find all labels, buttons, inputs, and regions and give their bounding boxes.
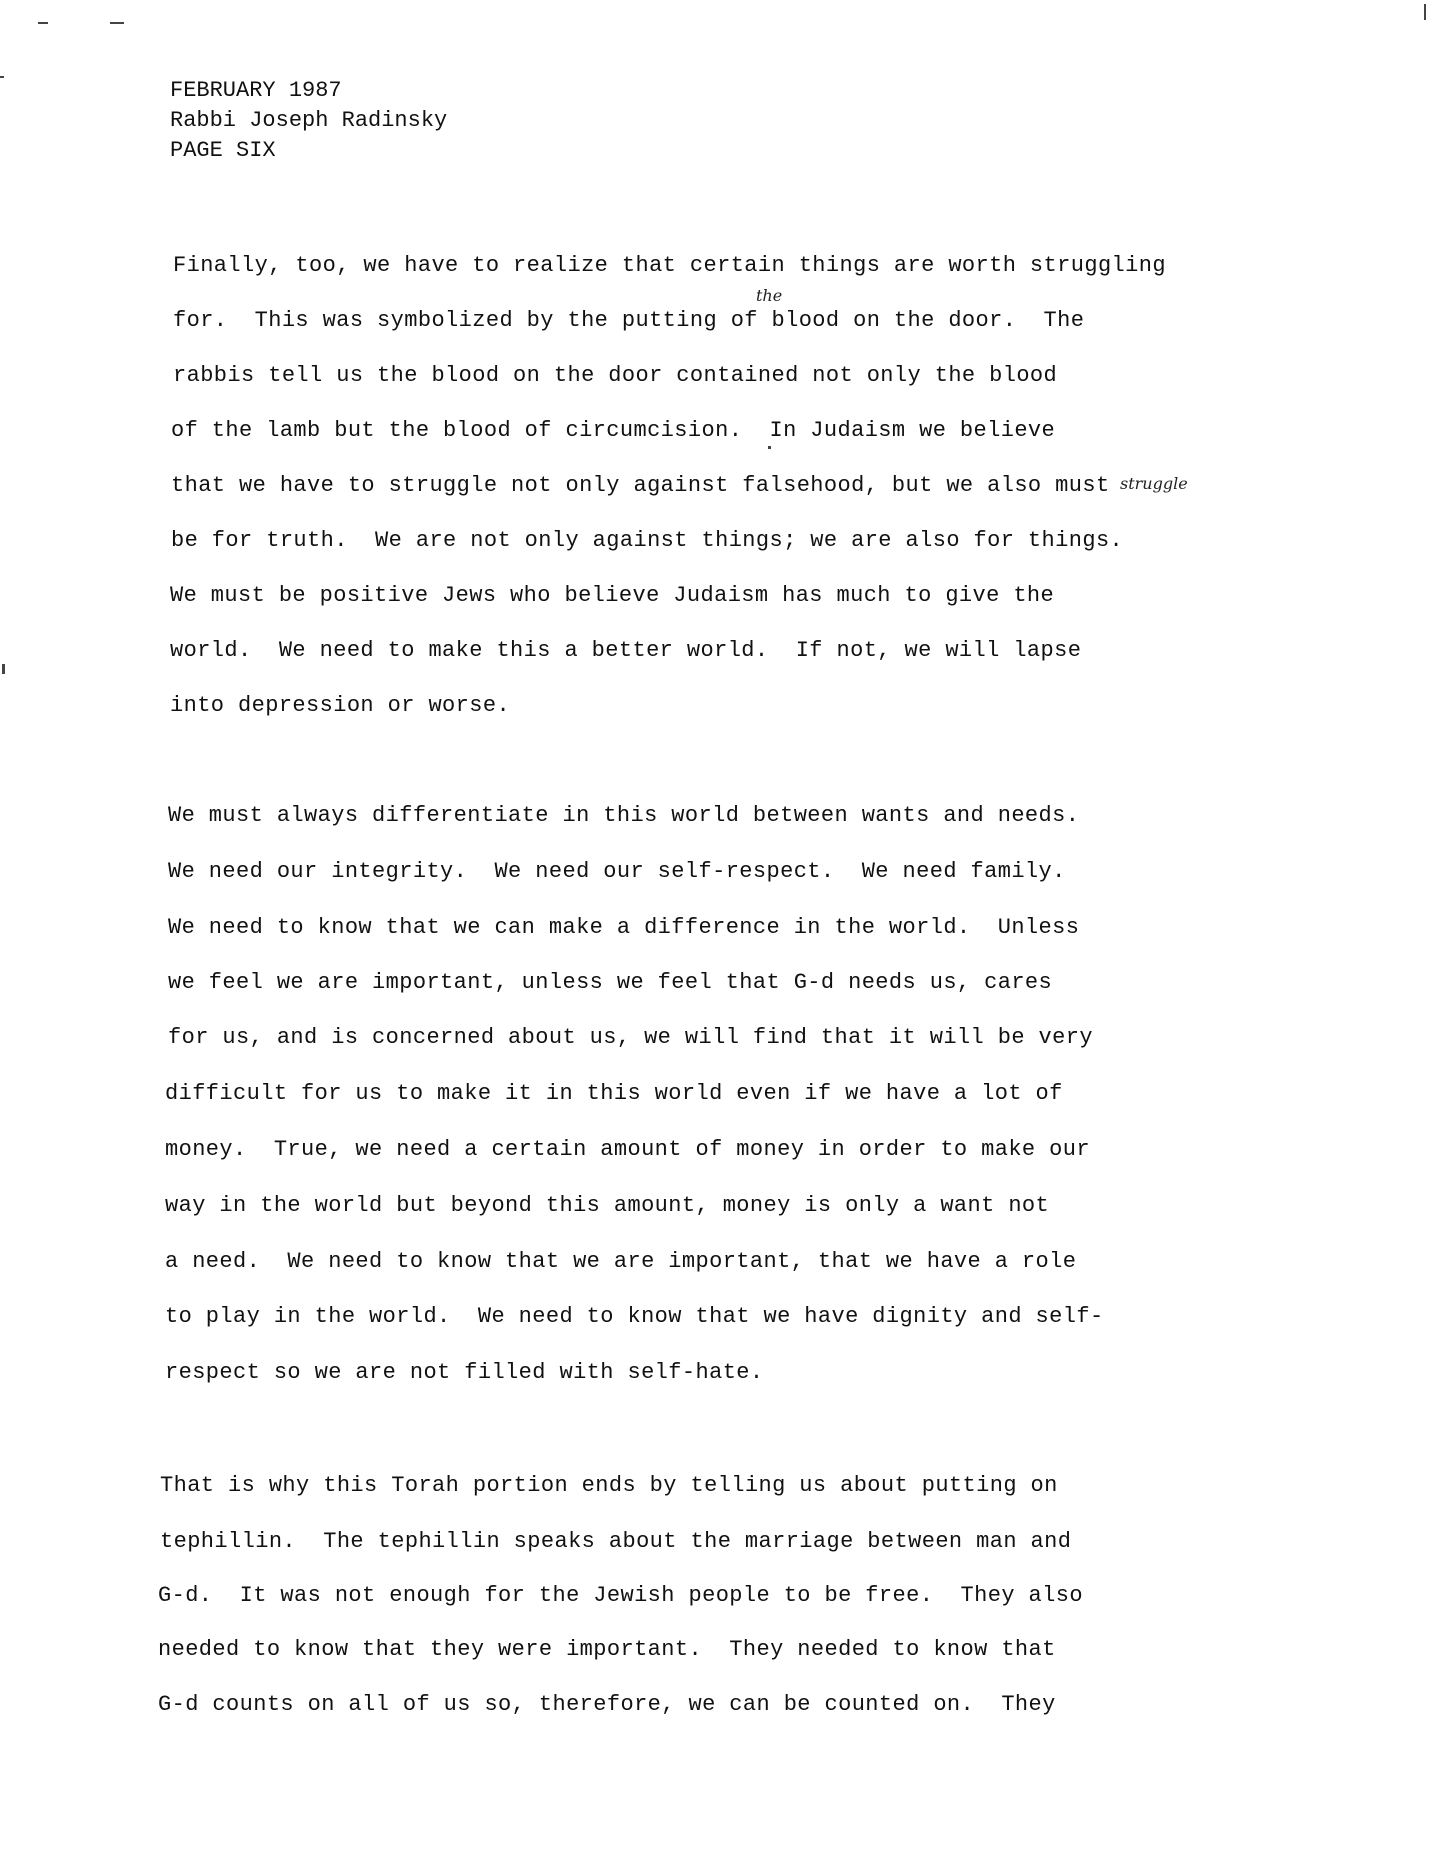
text-line: for. This was symbolized by the putting of blood on the door. The bbox=[173, 308, 1085, 333]
text-line: tephillin. The tephillin speaks about the marriage between man and bbox=[160, 1529, 1072, 1554]
text-line: Finally, too, we have to realize that certain things are worth struggling bbox=[173, 253, 1166, 278]
text-line: way in the world but beyond this amount, money is only a want not bbox=[165, 1193, 1050, 1218]
scan-mark bbox=[1424, 4, 1426, 20]
text-line: to play in the world. We need to know that we have dignity and self- bbox=[165, 1304, 1104, 1329]
scan-mark bbox=[2, 664, 5, 674]
text-line: We must be positive Jews who believe Judaism has much to give the bbox=[170, 583, 1055, 608]
text-line: That is why this Torah portion ends by telling us about putting on bbox=[160, 1473, 1058, 1498]
text-line: we feel we are important, unless we feel that G-d needs us, cares bbox=[168, 970, 1053, 995]
header-author: Rabbi Joseph Radinsky bbox=[170, 108, 448, 133]
text-line: for us, and is concerned about us, we will find that it will be very bbox=[168, 1025, 1093, 1050]
text-line: respect so we are not filled with self-hate. bbox=[165, 1360, 764, 1385]
text-line: that we have to struggle not only against falsehood, but we also must bbox=[171, 473, 1110, 498]
text-line: difficult for us to make it in this world even if we have a lot of bbox=[165, 1081, 1063, 1106]
text-line: money. True, we need a certain amount of money in order to make our bbox=[165, 1137, 1090, 1162]
text-line: needed to know that they were important. They needed to know that bbox=[158, 1637, 1056, 1662]
header-date: FEBRUARY 1987 bbox=[170, 78, 342, 103]
text-line: G-d. It was not enough for the Jewish people to be free. They also bbox=[158, 1583, 1083, 1608]
scan-mark bbox=[38, 22, 48, 24]
handwritten-insert-the: the bbox=[756, 286, 783, 305]
text-line: a need. We need to know that we are important, that we have a role bbox=[165, 1249, 1077, 1274]
text-line: We need our integrity. We need our self-respect. We need family. bbox=[168, 859, 1066, 884]
scan-mark bbox=[110, 22, 124, 24]
handwritten-insert-struggle: struggle bbox=[1120, 474, 1188, 493]
text-line: of the lamb but the blood of circumcision. In Judaism we believe bbox=[171, 418, 1056, 443]
scan-mark bbox=[0, 76, 4, 78]
text-line: world. We need to make this a better world. If not, we will lapse bbox=[170, 638, 1082, 663]
text-line: rabbis tell us the blood on the door contained not only the blood bbox=[173, 363, 1058, 388]
caret-mark bbox=[768, 446, 771, 449]
header-page-label: PAGE SIX bbox=[170, 138, 276, 163]
text-line: be for truth. We are not only against things; we are also for things. bbox=[171, 528, 1124, 553]
text-line: We need to know that we can make a difference in the world. Unless bbox=[168, 915, 1080, 940]
text-line: We must always differentiate in this world between wants and needs. bbox=[168, 803, 1080, 828]
text-line: G-d counts on all of us so, therefore, we can be counted on. They bbox=[158, 1692, 1056, 1717]
text-line: into depression or worse. bbox=[170, 693, 511, 718]
letterhead bbox=[170, 76, 447, 166]
